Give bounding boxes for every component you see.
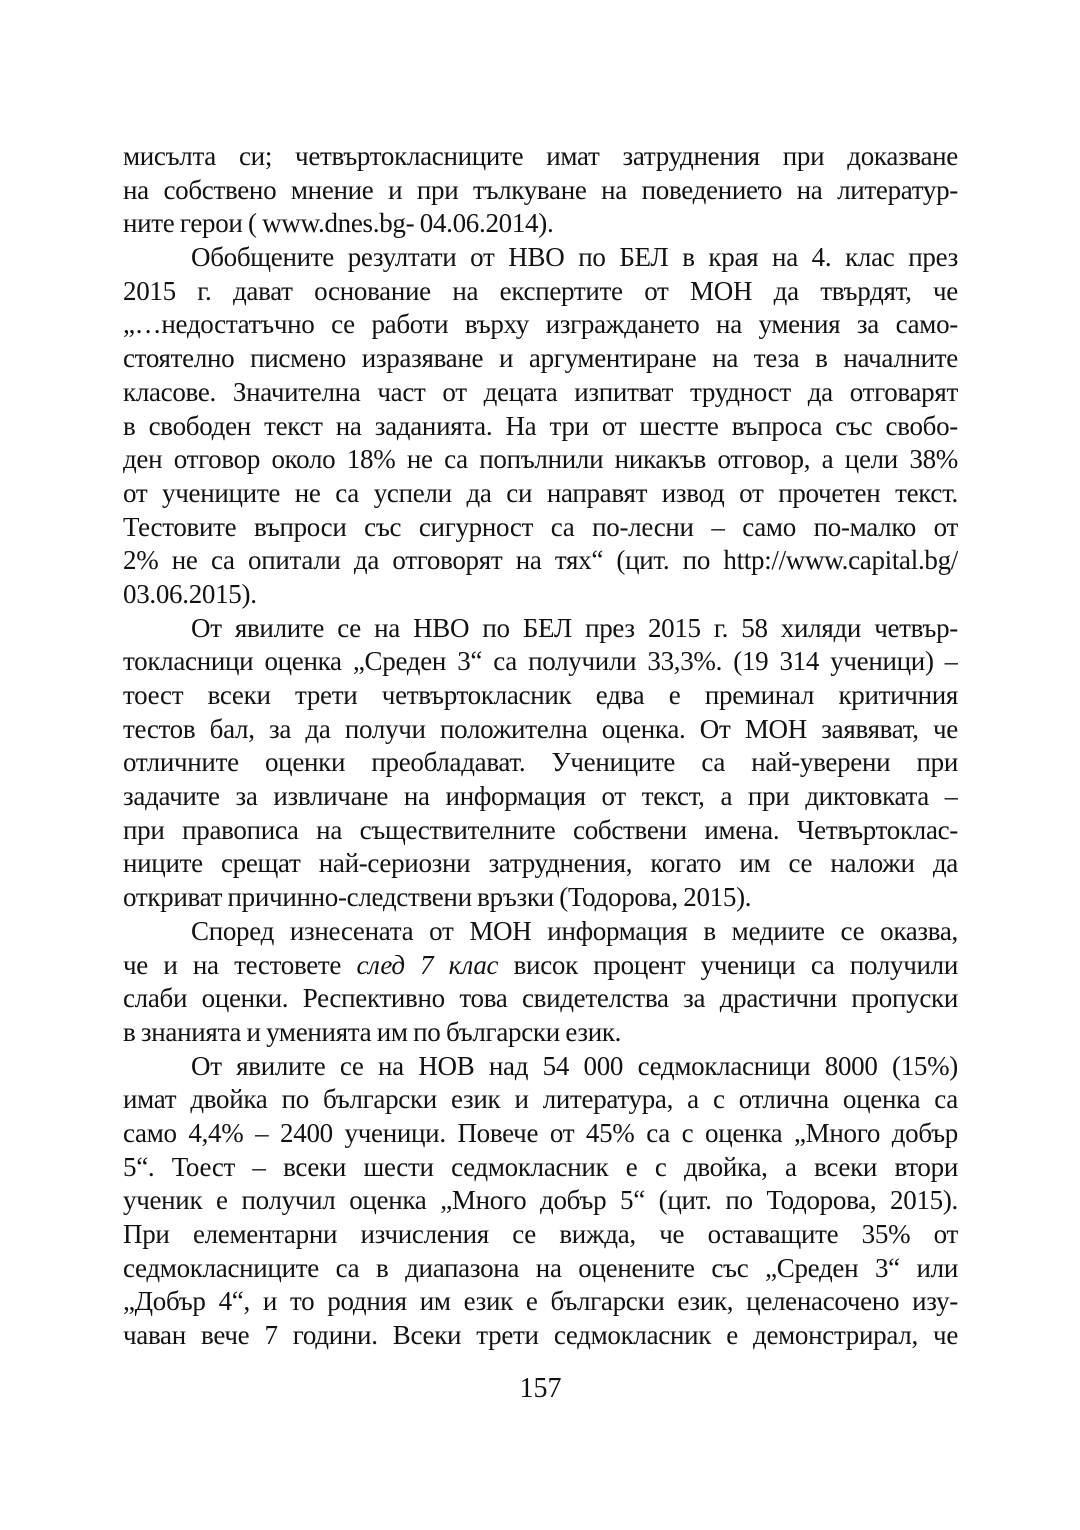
text-line: От явилите се на НОВ над 54 000 седмокласници 8000 (15%) [191, 1050, 958, 1081]
text-line: само 4,4% – 2400 ученици. Повече от 45% са с оценка „Много добър [123, 1117, 958, 1148]
text-line: имат двойка по български език и литература, а с отлична оценка са [123, 1084, 958, 1115]
text-line: „Добър 4“, и то родния им език е български език, целенасочено изу- [123, 1286, 958, 1317]
text-line: от учениците не са успели да си направят извод от прочетен текст. [123, 477, 958, 508]
text-line: Обобщените резултати от НВО по БЕЛ в края на 4. клас през [191, 242, 958, 273]
text-line [123, 949, 958, 983]
text-segment: висок процент ученици са получили [498, 949, 958, 980]
text-line: тестов бал, за да получи положителна оценка. От МОН заявяват, че [123, 713, 958, 744]
paragraph [123, 241, 958, 612]
paragraph [123, 140, 958, 241]
text-line: класове. Значителна част от децата изпитват трудност да отговарят [123, 376, 958, 407]
text-line: отличните оценки преобладават. Учениците са най-уверени при [123, 747, 958, 778]
page-number: 157 [519, 1373, 562, 1404]
text-line: токласници оценка „Среден 3“ са получили 33,3%. (19 314 ученици) – [123, 646, 958, 677]
text-line: мисълта си; четвъртокласниците имат затруднения при доказване [123, 141, 958, 171]
text-line: 03.06.2015). [123, 578, 257, 609]
text-line: на собствено мнение и при тълкуване на поведението на литератур- [123, 174, 958, 205]
text-line: ученик е получил оценка „Много добър 5“ (цит. по Тодорова, 2015). [123, 1185, 958, 1216]
paragraph [123, 915, 958, 1050]
text-line: тоест всеки трети четвъртокласник едва е преминал критичния [123, 680, 958, 710]
text-line: От явилите се на НВО по БЕЛ през 2015 г. 58 хиляди четвър- [191, 612, 958, 643]
text-line: седмокласниците са в диапазона на оценените със „Среден 3“ или [123, 1252, 958, 1283]
text-line: в знанията и уменията им по български език. [123, 1016, 622, 1047]
paragraph [123, 612, 958, 915]
text-line: слаби оценки. Респективно това свидетелства за драстични пропуски [123, 983, 958, 1014]
text-segment: че и на тестовете [123, 949, 357, 980]
text-line: Според изнесената от МОН информация в медиите се оказва, [191, 915, 958, 946]
paragraph [123, 1050, 958, 1353]
text-line: задачите за извличане на информация от текст, а при диктовката – [123, 781, 958, 812]
italic-phrase: след 7 клас [356, 949, 499, 980]
text-line: 2015 г. дават основание на експертите от МОН да твърдят, че [123, 275, 958, 306]
text-line: 5“. Тоест – всеки шести седмокласник е с двойка, а всеки втори [123, 1151, 958, 1182]
text-line: „…недостатъчно се работи върху изграждането на умения за само- [123, 309, 958, 340]
text-line: 2% не са опитали да отговорят на тях“ (цит. по http://www.capital.bg/ [123, 545, 958, 576]
text-line: откриват причинно-следствени връзки (Тодорова, 2015). [123, 882, 752, 913]
text-line: при правописа на съществителните собствени имена. Четвъртоклас- [123, 814, 958, 845]
text-line: Тестовите въпроси със сигурност са по-лесни – само по-малко от [123, 511, 958, 542]
text-line: ните герои ( www.dnes.bg- 04.06.2014). [123, 208, 554, 239]
text-line: ниците срещат най-сериозни затруднения, когато им се наложи да [123, 848, 958, 879]
text-line: При елементарни изчисления се вижда, че оставащите 35% от [123, 1219, 958, 1249]
text-line: чаван вече 7 години. Всеки трети седмокласник е демонстрирал, че [123, 1320, 958, 1351]
text-line: ден отговор около 18% не са попълнили никакъв отговор, а цели 38% [123, 444, 958, 475]
text-line: стоятелно писмено изразяване и аргументиране на теза в началните [123, 343, 958, 374]
text-line: в свободен текст на заданията. На три от шестте въпроса със свобо- [123, 410, 958, 441]
page-text [123, 140, 958, 1353]
